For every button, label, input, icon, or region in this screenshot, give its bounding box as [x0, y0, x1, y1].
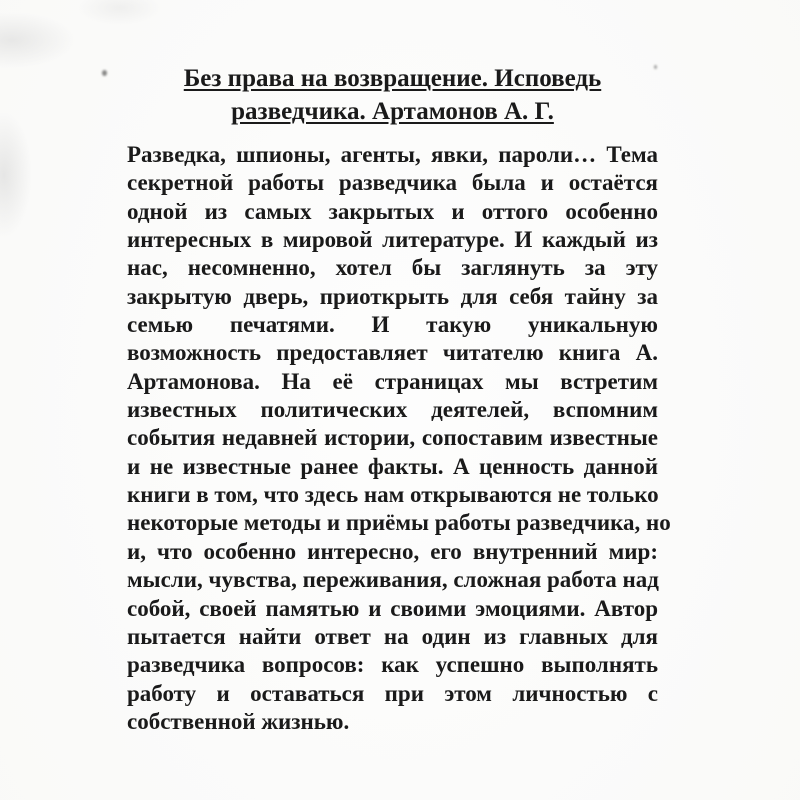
- annotation-line: и не известные ранее факты. А ценность данной: [127, 453, 658, 479]
- annotation-line: одной из самых закрытых и оттого особенно: [127, 198, 658, 224]
- book-title-line: Без права на возвращение. Исповедь: [183, 65, 602, 92]
- annotation-line: собственной жизнью.: [127, 708, 350, 734]
- annotation-line: известных политических деятелей, вспомним: [127, 397, 658, 423]
- book-title: [127, 62, 658, 128]
- annotation-line: секретной работы разведчика была и остаётся: [127, 170, 658, 196]
- book-title-line: разведчика. Артамонов А. Г.: [231, 98, 554, 125]
- annotation-paragraph: [127, 141, 671, 736]
- annotation-line: события недавней истории, сопоставим известные: [127, 425, 658, 451]
- annotation-line: мысли, чувства, переживания, сложная работа над: [127, 567, 659, 593]
- annotation-line: книги в том, что здесь нам открываются не только: [127, 482, 659, 508]
- annotation-line: возможность предоставляет читателю книга А.: [127, 340, 658, 366]
- annotation-line: и, что особенно интересно, его внутренний мир:: [127, 538, 658, 564]
- annotation-line: семью печатями. И такую уникальную: [127, 312, 658, 338]
- annotation-line: нас, несомненно, хотел бы заглянуть за эту: [127, 255, 658, 281]
- annotation-line: Артамонова. На её страницах мы встретим: [127, 368, 658, 394]
- annotation-line: разведчика вопросов: как успешно выполнять: [127, 652, 658, 678]
- annotation-line: Разведка, шпионы, агенты, явки, пароли… Тема: [127, 142, 658, 167]
- text-column: [127, 62, 671, 736]
- annotation-line: закрытую дверь, приоткрыть для себя тайну за: [127, 283, 658, 309]
- annotation-line: интересных в мировой литературе. И каждый из: [127, 227, 658, 253]
- annotation-line: пытается найти ответ на один из главных для: [127, 623, 658, 649]
- annotation-line: некоторые методы и приёмы работы разведчика, но: [127, 510, 671, 536]
- annotation-line: работу и оставаться при этом личностью с: [127, 680, 658, 706]
- annotation-line: собой, своей памятью и своими эмоциями. Автор: [127, 595, 658, 621]
